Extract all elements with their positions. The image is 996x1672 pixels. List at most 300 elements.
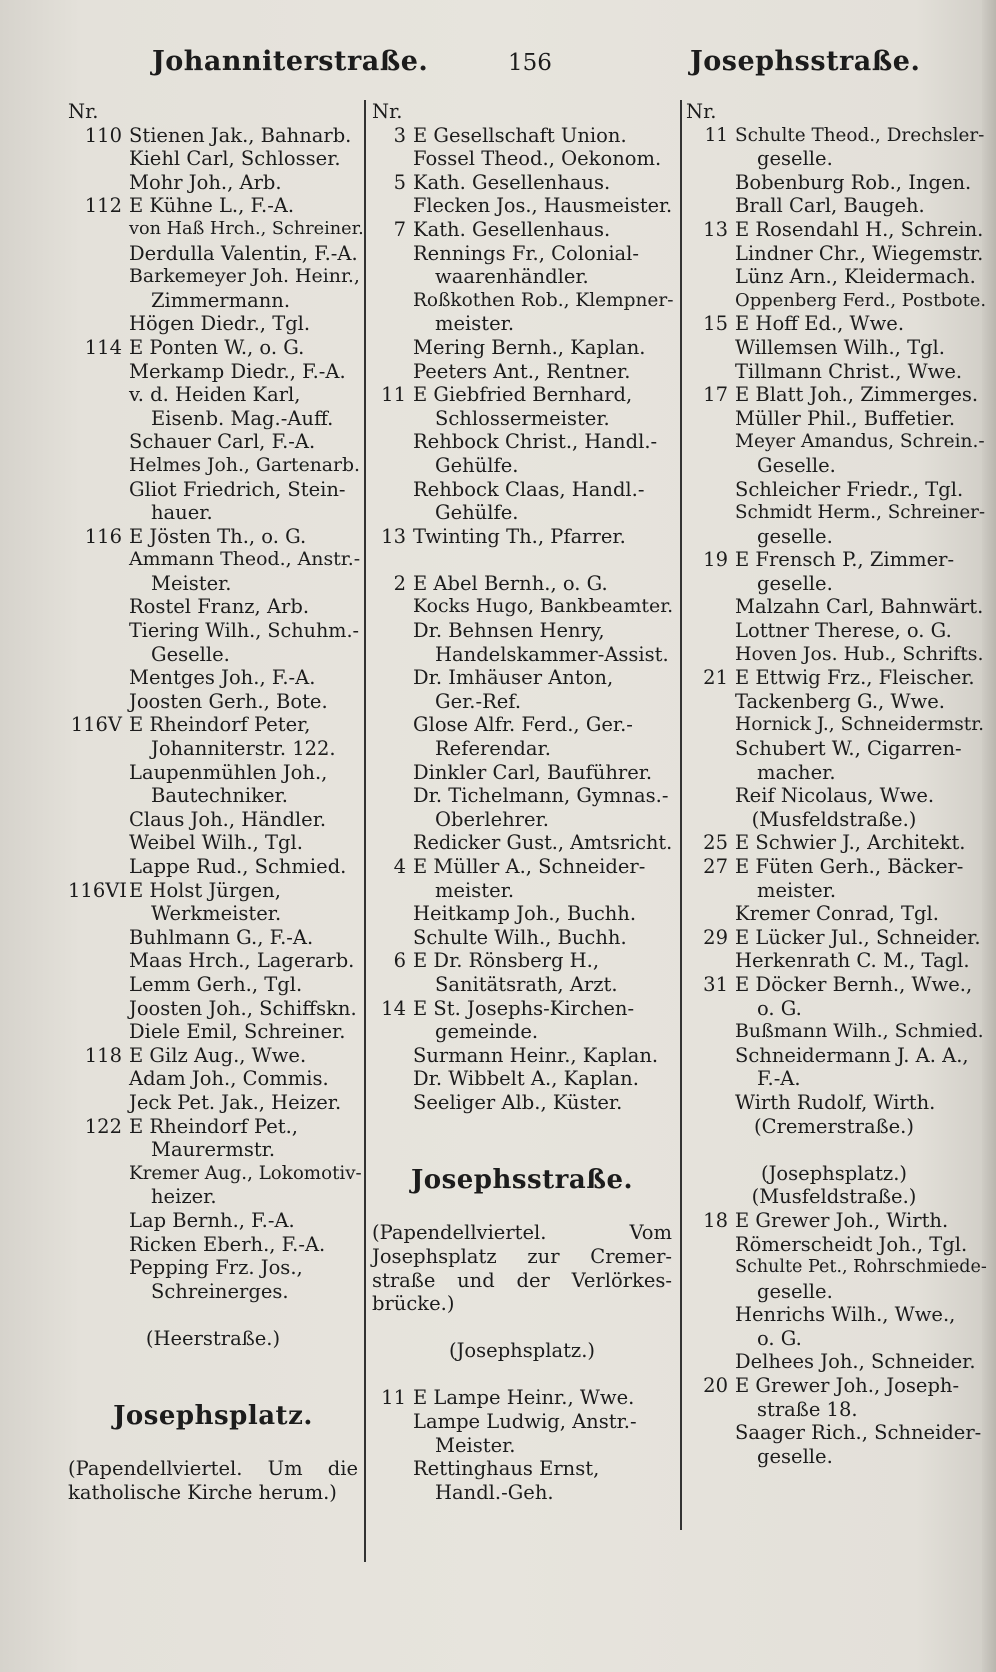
directory-entry [686, 1421, 982, 1445]
entry-text: geselle. [757, 1444, 833, 1468]
entry-text: Kocks Hugo, Bankbeamter. [413, 595, 674, 618]
entry-text: Mentges Joh., F.-A. [129, 666, 316, 690]
entry-continuation [372, 1020, 672, 1044]
directory-entry [372, 926, 672, 950]
house-number: 116 [84, 524, 122, 548]
column-1 [68, 100, 364, 1504]
directory-entry [372, 784, 672, 808]
entry-text: Römerscheidt Joh., Tgl. [735, 1232, 968, 1256]
column-3 [686, 100, 987, 1468]
number-column-label: Nr. [686, 100, 717, 123]
entry-text: Referendar. [435, 737, 551, 761]
entry-text: Bobenburg Rob., Ingen. [735, 170, 972, 194]
entry-text: Dr. Tichelmann, Gymnas.- [413, 784, 669, 808]
entry-text: Oppenberg Ferd., Postbote. [735, 289, 987, 311]
entry-text: E Döcker Bernh., Wwe., [735, 972, 973, 996]
entry-text: Weibel Wilh., Tgl. [129, 831, 303, 855]
entry-continuation [372, 1434, 672, 1458]
house-number: 122 [84, 1114, 122, 1138]
entry-text: E Müller A., Schneider- [413, 855, 646, 878]
directory-entry [372, 855, 672, 879]
directory-entry [686, 737, 982, 761]
entry-text: Dr. Imhäuser Anton, [413, 666, 614, 690]
entry-text: Tiering Wilh., Schuhm.- [129, 619, 360, 643]
entry-text: Kiehl Carl, Schlosser. [129, 147, 341, 171]
cross-street-note: (Josephsplatz.) [448, 1339, 596, 1363]
entry-text: Ammann Theod., Anstr.- [129, 548, 361, 571]
entry-continuation [68, 902, 358, 926]
house-number: 13 [381, 524, 406, 548]
directory-entry [68, 194, 358, 218]
entry-text: Ricken Eberh., F.-A. [129, 1232, 326, 1256]
entry-text: E Hoff Ed., Wwe. [735, 312, 905, 336]
entry-text: Geselle. [757, 453, 836, 477]
entry-text: meister. [435, 878, 515, 902]
entry-continuation [686, 572, 982, 596]
house-number: 21 [703, 666, 728, 690]
directory-entry [68, 879, 358, 903]
entry-text: E Frensch P., Zimmer- [735, 548, 955, 572]
entry-continuation [686, 1445, 982, 1469]
entry-text: Saager Rich., Schneider- [735, 1421, 982, 1445]
directory-entry [68, 761, 358, 785]
directory-entry [372, 1091, 672, 1115]
street-description: (Papendellviertel. Um die katholische Kirche herum.) [68, 1457, 358, 1504]
entry-text: Reif Nicolaus, Wwe. [735, 784, 935, 808]
entry-continuation [372, 312, 672, 336]
directory-entry [686, 949, 982, 973]
directory-entry [68, 430, 358, 454]
entry-text: geselle. [757, 1279, 833, 1303]
entry-continuation [68, 737, 358, 761]
house-number: 11 [381, 1386, 406, 1410]
entry-continuation [68, 643, 358, 667]
entry-continuation [68, 1280, 358, 1304]
entry-text: Kremer Aug., Lokomotiv- [129, 1162, 362, 1184]
directory-entry [372, 761, 672, 785]
directory-entry [68, 926, 358, 950]
directory-entry [372, 124, 672, 148]
entry-text: Lindner Chr., Wiegemstr. [735, 241, 984, 265]
spacer [372, 1363, 672, 1387]
entry-text: Derdulla Valentin, F.-A. [129, 241, 358, 265]
entry-text: Claus Joh., Händler. [129, 807, 327, 831]
entry-text: Werkmeister. [151, 902, 282, 926]
entry-text: Brall Carl, Baugeh. [735, 194, 925, 218]
entry-text: Merkamp Diedr., F.-A. [129, 359, 346, 383]
house-number: 17 [703, 383, 728, 407]
directory-entry [686, 643, 982, 667]
entry-continuation [372, 454, 672, 478]
entry-continuation [68, 572, 358, 596]
entry-text: Glose Alfr. Ferd., Ger.- [413, 713, 633, 737]
directory-entry [372, 360, 672, 384]
entry-text: Stienen Jak., Bahnarb. [129, 123, 352, 147]
entry-text: Lemm Gerh., Tgl. [129, 972, 303, 996]
directory-entry [68, 997, 358, 1021]
entry-text: E Lampe Heinr., Wwe. [413, 1386, 635, 1410]
directory-entry [68, 619, 358, 643]
directory-entry [372, 619, 672, 643]
spacer [686, 1138, 982, 1162]
column-2 [372, 100, 672, 1504]
entry-text: geselle. [757, 524, 833, 548]
entry-continuation [372, 407, 672, 431]
directory-entry [686, 1209, 982, 1233]
directory-entry [68, 171, 358, 195]
entry-text: Joosten Gerh., Bote. [129, 689, 328, 713]
entry-text: Eisenb. Mag.-Auff. [151, 406, 334, 430]
directory-entry [686, 1091, 982, 1115]
entry-text: E Kühne L., F.-A. [129, 194, 295, 218]
street-section-title: Josephsplatz. [113, 1400, 313, 1431]
entry-text: Kath. Gesellenhaus. [413, 170, 611, 194]
entry-text: Lap Bernh., F.-A. [129, 1208, 295, 1232]
entry-text: Rehbock Christ., Handl.- [413, 430, 658, 454]
entry-text: Buhlmann G., F.-A. [129, 925, 314, 949]
entry-text: hauer. [151, 501, 213, 525]
spacer [372, 548, 672, 572]
spacer [68, 1374, 358, 1398]
entry-text: Müller Phil., Buffetier. [735, 406, 956, 430]
entry-text: Jeck Pet. Jak., Heizer. [129, 1090, 342, 1114]
directory-entry [686, 595, 982, 619]
directory-entry [686, 336, 982, 360]
house-number: 3 [393, 123, 406, 147]
directory-entry [68, 242, 358, 266]
entry-text: Meister. [151, 571, 232, 595]
directory-entry [372, 289, 672, 313]
directory-entry [68, 454, 358, 478]
entry-text: Wirth Rudolf, Wirth. [735, 1090, 936, 1114]
entry-text: Gehülfe. [435, 501, 519, 525]
entry-text: Willemsen Wilh., Tgl. [735, 335, 945, 359]
directory-entry [686, 383, 982, 407]
house-number: 15 [703, 312, 728, 336]
directory-entry [68, 336, 358, 360]
entry-text: macher. [757, 760, 836, 784]
entry-text: Pepping Frz. Jos., [129, 1256, 303, 1280]
directory-entry [686, 501, 986, 525]
entry-text: Gliot Friedrich, Stein- [129, 477, 346, 501]
entry-text: E Holst Jürgen, [129, 878, 281, 902]
entry-text: Kremer Conrad, Tgl. [735, 902, 939, 926]
directory-entry [686, 902, 982, 926]
entry-continuation [686, 1280, 982, 1304]
directory-entry [686, 407, 982, 431]
entry-text: Tackenberg G., Wwe. [735, 689, 945, 713]
entry-continuation [372, 643, 672, 667]
entry-text: E Rosendahl H., Schrein. [735, 217, 984, 241]
directory-entry [372, 572, 672, 596]
entry-text: Delhees Joh., Schneider. [735, 1350, 976, 1374]
entry-continuation [68, 784, 358, 808]
entry-text: Schneidermann J. A. A., [735, 1043, 969, 1067]
entry-text: Kath. Gesellenhaus. [413, 217, 611, 241]
entry-text: Rennings Fr., Colonial- [413, 241, 640, 265]
directory-entry [68, 124, 358, 148]
directory-entry [372, 666, 672, 690]
directory-entry [372, 147, 672, 171]
house-number: 110 [84, 123, 122, 147]
directory-entry [686, 831, 982, 855]
entry-continuation [686, 879, 982, 903]
directory-entry [372, 1044, 672, 1068]
entry-continuation [372, 879, 672, 903]
house-number: 25 [703, 831, 728, 855]
spacer [68, 1303, 358, 1327]
street-description: (Papendellviertel. Vom Josephsplatz zur Cremer-straße und der Verlörkes-brücke.) [372, 1221, 672, 1316]
entry-text: Lottner Therese, o. G. [735, 619, 952, 643]
directory-entry [686, 430, 985, 454]
directory-entry [686, 242, 982, 266]
house-number: 114 [84, 335, 122, 359]
directory-entry [68, 713, 358, 737]
spacer [372, 1316, 672, 1340]
entry-text: Meyer Amandus, Schrein.- [735, 431, 985, 453]
directory-entry [686, 312, 982, 336]
entry-text: Schlossermeister. [435, 406, 610, 430]
entry-continuation [372, 973, 672, 997]
entry-text: v. d. Heiden Karl, [129, 383, 301, 407]
cross-street-note: (Josephsplatz.) [760, 1161, 908, 1185]
directory-entry [68, 478, 358, 502]
entry-continuation [686, 761, 982, 785]
entry-text: E Schwier J., Architekt. [735, 831, 966, 855]
directory-entry [686, 619, 982, 643]
entry-text: Surmann Heinr., Kaplan. [413, 1043, 659, 1067]
entry-text: Peeters Ant., Rentner. [413, 359, 631, 383]
entry-text: Handelskammer-Assist. [435, 642, 669, 666]
entry-text: Johanniterstr. 122. [151, 737, 336, 761]
entry-text: Schauer Carl, F.-A. [129, 430, 316, 454]
entry-text: E Lücker Jul., Schneider. [735, 925, 981, 949]
entry-text: von Haß Hrch., Schreiner. [129, 218, 364, 239]
directory-entry [686, 194, 982, 218]
column-rule-2 [680, 100, 682, 1530]
entry-continuation [686, 1398, 982, 1422]
house-number: 5 [393, 170, 406, 194]
directory-entry [372, 218, 672, 242]
directory-entry [68, 265, 358, 289]
entry-text: Schreinerges. [151, 1279, 289, 1303]
directory-entry [686, 1350, 982, 1374]
cross-street-note: (Cremerstraße.) [754, 1114, 914, 1138]
directory-entry [68, 312, 358, 336]
house-number: 118 [84, 1043, 122, 1067]
entry-continuation [68, 289, 358, 313]
entry-continuation [372, 808, 672, 832]
entry-text: Redicker Gust., Amtsricht. [413, 831, 673, 855]
entry-text: Roßkothen Rob., Klempner- [413, 289, 674, 311]
house-number: 20 [703, 1374, 728, 1398]
running-head-left: Johanniterstraße. [152, 46, 429, 77]
cross-street-note: (Musfeldstraße.) [751, 807, 917, 831]
directory-entry [68, 360, 358, 384]
entry-text: Tillmann Christ., Wwe. [735, 359, 963, 383]
entry-text: Flecken Jos., Hausmeister. [413, 194, 673, 218]
entry-text: Twinting Th., Pfarrer. [413, 524, 626, 548]
directory-entry [68, 808, 358, 832]
directory-entry [68, 548, 361, 572]
cross-street-note: (Musfeldstraße.) [751, 1185, 917, 1209]
entry-text: Lampe Ludwig, Anstr.- [413, 1410, 637, 1434]
entry-text: Helmes Joh., Gartenarb. [129, 454, 360, 476]
entry-text: Malzahn Carl, Bahnwärt. [735, 595, 984, 619]
entry-text: E Jösten Th., o. G. [129, 524, 307, 548]
entry-text: Zimmermann. [151, 288, 291, 312]
directory-entry [686, 478, 982, 502]
entry-continuation [372, 265, 672, 289]
house-number: 19 [703, 548, 728, 572]
house-number: 116VI [68, 878, 128, 902]
entry-text: Schleicher Friedr., Tgl. [735, 477, 964, 501]
house-number: 4 [393, 855, 406, 878]
entry-text: Ger.-Ref. [435, 689, 522, 713]
entry-text: Bußmann Wilh., Schmied. [735, 1020, 984, 1043]
column-rule-1 [364, 100, 366, 1562]
directory-entry [372, 997, 672, 1021]
directory-entry [68, 595, 358, 619]
directory-entry [68, 218, 364, 242]
entry-text: E Gilz Aug., Wwe. [129, 1043, 307, 1067]
directory-entry [686, 713, 985, 737]
entry-text: E Grewer Joh., Wirth. [735, 1208, 949, 1232]
entry-text: Schulte Wilh., Buchh. [413, 925, 627, 949]
entry-text: meister. [435, 312, 515, 336]
spacer [372, 1138, 672, 1162]
directory-entry [686, 1374, 982, 1398]
entry-continuation [68, 501, 358, 525]
directory-entry [686, 218, 982, 242]
entry-text: Sanitätsrath, Arzt. [435, 972, 618, 996]
entry-text: Herkenrath C. M., Tagl. [735, 949, 970, 973]
directory-entry [68, 1209, 358, 1233]
directory-entry [686, 926, 982, 950]
directory-entry [686, 124, 985, 148]
directory-entry [372, 902, 672, 926]
entry-text: F.-A. [757, 1067, 801, 1091]
entry-text: E Rheindorf Pet., [129, 1114, 298, 1138]
entry-continuation [372, 1481, 672, 1505]
directory-entry [68, 690, 358, 714]
directory-entry [68, 1115, 358, 1139]
house-number: 116V [70, 713, 122, 737]
entry-text: Schulte Pet., Rohrschmiede- [735, 1257, 987, 1278]
directory-entry [68, 1091, 358, 1115]
entry-text: gemeinde. [435, 1020, 539, 1044]
directory-entry [68, 147, 358, 171]
entry-text: Rostel Franz, Arb. [129, 595, 310, 619]
house-number: 27 [703, 855, 728, 878]
entry-text: meister. [757, 878, 837, 902]
entry-text: E Giebfried Bernhard, [413, 383, 633, 407]
entry-text: o. G. [757, 1326, 802, 1350]
directory-entry [372, 1410, 672, 1434]
entry-text: E Abel Bernh., o. G. [413, 571, 608, 595]
entry-continuation [372, 501, 672, 525]
directory-entry [68, 973, 358, 997]
entry-text: E Ettwig Frz., Fleischer. [735, 666, 975, 690]
entry-text: Seeliger Alb., Küster. [413, 1090, 623, 1114]
entry-text: Fossel Theod., Oekonom. [413, 147, 662, 171]
entry-text: heizer. [151, 1185, 217, 1209]
entry-continuation [372, 690, 672, 714]
directory-entry [372, 949, 672, 973]
entry-text: Maurermstr. [151, 1138, 276, 1162]
directory-entry [686, 855, 982, 879]
entry-text: Schmidt Herm., Schreiner- [735, 502, 986, 524]
house-number: 11 [704, 124, 728, 146]
entry-text: E Ponten W., o. G. [129, 335, 305, 359]
entry-continuation [686, 1327, 982, 1351]
entry-continuation [68, 1185, 358, 1209]
entry-text: Geselle. [151, 642, 230, 666]
directory-entry [372, 831, 672, 855]
entry-text: Lünz Arn., Kleidermach. [735, 265, 976, 289]
directory-entry [686, 784, 982, 808]
entry-text: Diele Emil, Schreiner. [129, 1020, 346, 1044]
directory-entry [68, 949, 358, 973]
directory-entry [686, 1303, 982, 1327]
entry-continuation [372, 737, 672, 761]
directory-entry [68, 666, 358, 690]
house-number: 6 [393, 949, 406, 973]
entry-text: geselle. [757, 571, 833, 595]
entry-text: o. G. [757, 996, 802, 1020]
directory-entry [68, 1044, 358, 1068]
entry-text: Henrichs Wilh., Wwe., [735, 1303, 956, 1327]
directory-entry [686, 548, 982, 572]
directory-entry [372, 713, 672, 737]
house-number: 18 [703, 1208, 728, 1232]
entry-text: Schulte Theod., Drechsler- [735, 124, 985, 146]
directory-entry [68, 1020, 358, 1044]
entry-text: E Blatt Joh., Zimmerges. [735, 383, 979, 407]
number-column-label: Nr. [372, 100, 403, 123]
running-head-right: Josephsstraße. [690, 46, 921, 77]
entry-text: Rehbock Claas, Handl.- [413, 477, 645, 501]
entry-text: E Füten Gerh., Bäcker- [735, 855, 964, 878]
directory-entry [686, 171, 982, 195]
page-edge [982, 0, 996, 1672]
entry-text: Dinkler Carl, Bauführer. [413, 760, 653, 784]
entry-text: E Dr. Rönsberg H., [413, 949, 600, 973]
directory-entry [68, 831, 358, 855]
entry-text: straße 18. [757, 1397, 858, 1421]
entry-text: Joosten Joh., Schiffskn. [129, 996, 357, 1020]
spacer [372, 1198, 672, 1222]
directory-entry [686, 360, 982, 384]
directory-entry [686, 973, 982, 997]
entry-text: Rettinghaus Ernst, [413, 1457, 600, 1481]
house-number: 11 [381, 383, 406, 407]
page-number: 156 [508, 50, 552, 76]
directory-entry [372, 171, 672, 195]
entry-text: Högen Diedr., Tgl. [129, 312, 311, 336]
directory-entry [68, 855, 358, 879]
directory-entry [686, 1256, 987, 1280]
entry-continuation [68, 1138, 358, 1162]
entry-text: Meister. [435, 1433, 516, 1457]
house-number: 2 [393, 571, 406, 595]
directory-entry [372, 525, 672, 549]
directory-entry [686, 289, 987, 313]
directory-entry [686, 690, 982, 714]
directory-entry [68, 1233, 358, 1257]
entry-text: Hoven Jos. Hub., Schrifts. [735, 642, 984, 665]
directory-entry [686, 666, 982, 690]
